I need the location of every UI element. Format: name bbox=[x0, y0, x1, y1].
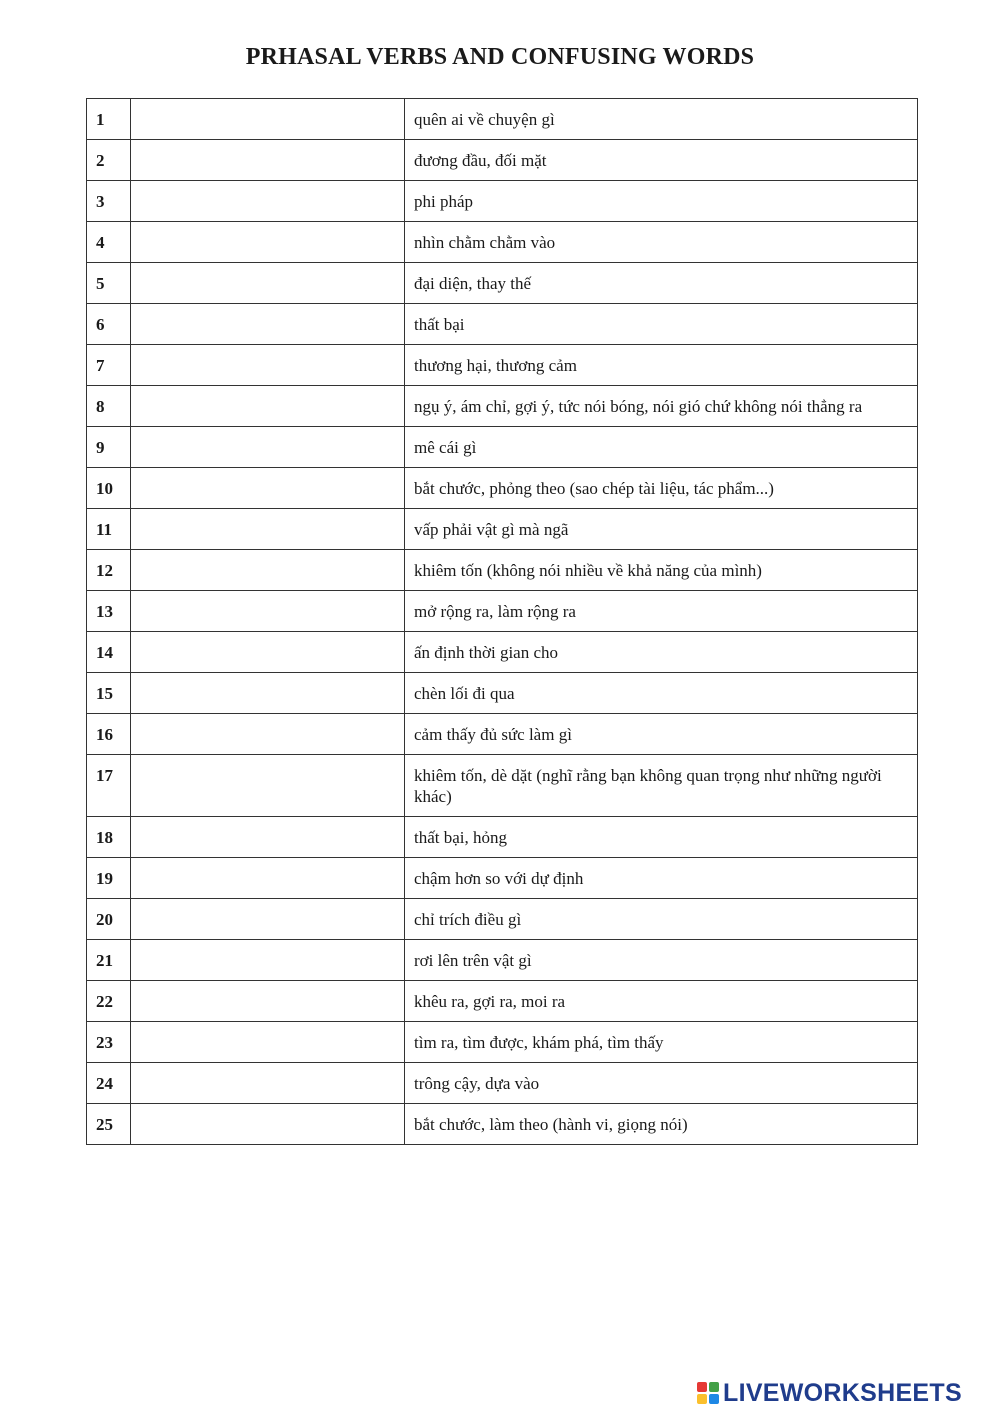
table-row bbox=[87, 509, 918, 550]
meaning-cell: đương đầu, đối mặt bbox=[405, 140, 918, 181]
answer-cell[interactable] bbox=[131, 509, 405, 550]
meaning-cell: ấn định thời gian cho bbox=[405, 632, 918, 673]
meaning-cell: trông cậy, dựa vào bbox=[405, 1063, 918, 1104]
answer-cell[interactable] bbox=[131, 222, 405, 263]
meaning-cell: thương hại, thương cảm bbox=[405, 345, 918, 386]
meaning-cell: tìm ra, tìm được, khám phá, tìm thấy bbox=[405, 1022, 918, 1063]
answer-cell[interactable] bbox=[131, 140, 405, 181]
answer-cell[interactable] bbox=[131, 1104, 405, 1145]
meaning-cell: đại diện, thay thế bbox=[405, 263, 918, 304]
row-number: 4 bbox=[87, 222, 131, 263]
answer-cell[interactable] bbox=[131, 181, 405, 222]
row-number: 7 bbox=[87, 345, 131, 386]
row-number: 5 bbox=[87, 263, 131, 304]
answer-cell[interactable] bbox=[131, 304, 405, 345]
row-number: 9 bbox=[87, 427, 131, 468]
answer-cell[interactable] bbox=[131, 550, 405, 591]
row-number: 22 bbox=[87, 981, 131, 1022]
row-number: 12 bbox=[87, 550, 131, 591]
table-row bbox=[87, 591, 918, 632]
row-number: 1 bbox=[87, 99, 131, 140]
row-number: 14 bbox=[87, 632, 131, 673]
table-row bbox=[87, 181, 918, 222]
table-row bbox=[87, 673, 918, 714]
table-row bbox=[87, 1022, 918, 1063]
logo-icon bbox=[697, 1382, 719, 1404]
table-row bbox=[87, 1063, 918, 1104]
table-row bbox=[87, 345, 918, 386]
liveworksheets-logo bbox=[697, 1380, 962, 1406]
table-row bbox=[87, 427, 918, 468]
answer-cell[interactable] bbox=[131, 981, 405, 1022]
meaning-cell: khêu ra, gợi ra, moi ra bbox=[405, 981, 918, 1022]
row-number: 18 bbox=[87, 817, 131, 858]
row-number: 3 bbox=[87, 181, 131, 222]
answer-cell[interactable] bbox=[131, 468, 405, 509]
logo-square bbox=[697, 1394, 707, 1404]
meaning-cell: chỉ trích điều gì bbox=[405, 899, 918, 940]
logo-square bbox=[697, 1382, 707, 1392]
meaning-cell: ngụ ý, ám chỉ, gợi ý, tức nói bóng, nói gió chứ không nói thẳng ra bbox=[405, 386, 918, 427]
vocabulary-table bbox=[86, 98, 918, 1145]
meaning-cell: quên ai về chuyện gì bbox=[405, 99, 918, 140]
page-title: PRHASAL VERBS AND CONFUSING WORDS bbox=[245, 44, 755, 70]
row-number: 6 bbox=[87, 304, 131, 345]
logo-square bbox=[709, 1394, 719, 1404]
row-number: 8 bbox=[87, 386, 131, 427]
table-row bbox=[87, 222, 918, 263]
table-row bbox=[87, 981, 918, 1022]
meaning-cell: chậm hơn so với dự định bbox=[405, 858, 918, 899]
table-row bbox=[87, 99, 918, 140]
answer-cell[interactable] bbox=[131, 755, 405, 817]
row-number: 15 bbox=[87, 673, 131, 714]
logo-text: LIVEWORKSHEETS bbox=[723, 1378, 962, 1407]
answer-cell[interactable] bbox=[131, 817, 405, 858]
row-number: 25 bbox=[87, 1104, 131, 1145]
meaning-cell: vấp phải vật gì mà ngã bbox=[405, 509, 918, 550]
meaning-cell: bắt chước, phỏng theo (sao chép tài liệu, tác phẩm...) bbox=[405, 468, 918, 509]
answer-cell[interactable] bbox=[131, 345, 405, 386]
answer-cell[interactable] bbox=[131, 940, 405, 981]
answer-cell[interactable] bbox=[131, 99, 405, 140]
meaning-cell: khiêm tốn (không nói nhiều về khả năng của mình) bbox=[405, 550, 918, 591]
meaning-cell: khiêm tốn, dè dặt (nghĩ rằng bạn không quan trọng như những người khác) bbox=[405, 755, 918, 817]
row-number: 11 bbox=[87, 509, 131, 550]
meaning-cell: bắt chước, làm theo (hành vi, giọng nói) bbox=[405, 1104, 918, 1145]
table-row bbox=[87, 386, 918, 427]
row-number: 10 bbox=[87, 468, 131, 509]
answer-cell[interactable] bbox=[131, 386, 405, 427]
meaning-cell: chèn lối đi qua bbox=[405, 673, 918, 714]
meaning-cell: mê cái gì bbox=[405, 427, 918, 468]
table-row bbox=[87, 468, 918, 509]
logo-square bbox=[709, 1382, 719, 1392]
row-number: 2 bbox=[87, 140, 131, 181]
meaning-cell: phi pháp bbox=[405, 181, 918, 222]
answer-cell[interactable] bbox=[131, 673, 405, 714]
meaning-cell: cảm thấy đủ sức làm gì bbox=[405, 714, 918, 755]
table-row bbox=[87, 140, 918, 181]
table-row bbox=[87, 714, 918, 755]
answer-cell[interactable] bbox=[131, 1063, 405, 1104]
row-number: 24 bbox=[87, 1063, 131, 1104]
table-row bbox=[87, 550, 918, 591]
table-body bbox=[87, 99, 918, 1145]
table-row bbox=[87, 899, 918, 940]
row-number: 23 bbox=[87, 1022, 131, 1063]
row-number: 19 bbox=[87, 858, 131, 899]
answer-cell[interactable] bbox=[131, 899, 405, 940]
table-row bbox=[87, 632, 918, 673]
meaning-cell: rơi lên trên vật gì bbox=[405, 940, 918, 981]
row-number: 21 bbox=[87, 940, 131, 981]
answer-cell[interactable] bbox=[131, 591, 405, 632]
row-number: 17 bbox=[87, 755, 131, 817]
answer-cell[interactable] bbox=[131, 858, 405, 899]
answer-cell[interactable] bbox=[131, 714, 405, 755]
table-row bbox=[87, 755, 918, 817]
table-row bbox=[87, 940, 918, 981]
meaning-cell: nhìn chằm chằm vào bbox=[405, 222, 918, 263]
meaning-cell: thất bại bbox=[405, 304, 918, 345]
meaning-cell: thất bại, hỏng bbox=[405, 817, 918, 858]
answer-cell[interactable] bbox=[131, 1022, 405, 1063]
row-number: 20 bbox=[87, 899, 131, 940]
table-row bbox=[87, 304, 918, 345]
answer-cell[interactable] bbox=[131, 427, 405, 468]
row-number: 13 bbox=[87, 591, 131, 632]
answer-cell[interactable] bbox=[131, 263, 405, 304]
meaning-cell: mở rộng ra, làm rộng ra bbox=[405, 591, 918, 632]
table-row bbox=[87, 1104, 918, 1145]
answer-cell[interactable] bbox=[131, 632, 405, 673]
table-row bbox=[87, 817, 918, 858]
table-row bbox=[87, 858, 918, 899]
row-number: 16 bbox=[87, 714, 131, 755]
table-row bbox=[87, 263, 918, 304]
